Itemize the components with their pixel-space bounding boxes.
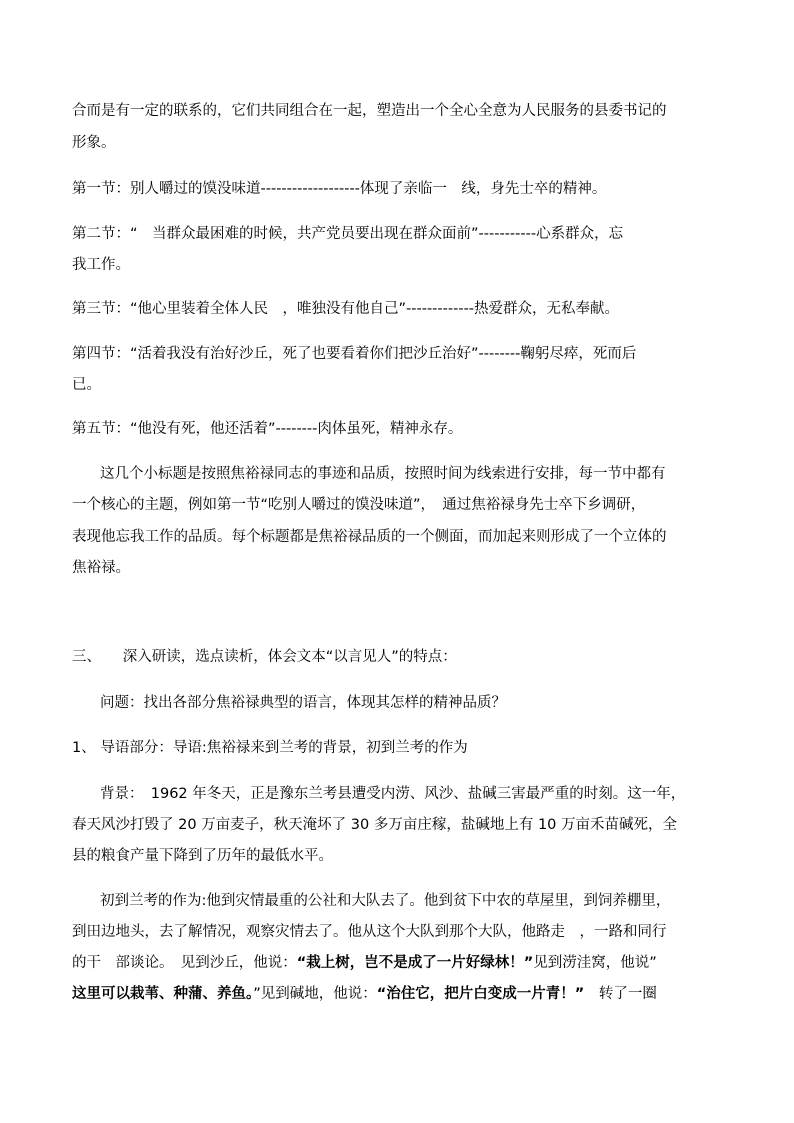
- background-paragraph-line: 春天风沙打毁了 20 万亩麦子，秋天淹坏了 30 多万亩庄稼，盐碱地上有 10 万亩禾苗碱死，全: [72, 817, 678, 833]
- paragraph-line: 形象。: [72, 135, 116, 151]
- summary-paragraph-line: 焦裕禄。: [72, 560, 130, 576]
- actions-paragraph-line: [72, 948, 724, 979]
- quote-bold-text: “栽上树，岂不是成了一片好绿林！”: [296, 955, 534, 971]
- actions-paragraph-line: [72, 979, 724, 1010]
- section-two-line-cont: 我工作。: [72, 257, 130, 273]
- plain-text: ”见到碱地，他说：: [253, 986, 377, 1002]
- section-two-line: 第二节：“ 当群众最困难的时候，共产党员要出现在群众面前”-----------心系群众，忘: [72, 226, 624, 242]
- section-heading-three: 三、 深入研读，选点读析，体会文本“以言见人”的特点：: [72, 649, 457, 665]
- subsection-heading: 1、 导语部分：导语:焦裕禄来到兰考的背景，初到兰考的作为: [72, 740, 468, 756]
- summary-paragraph-line: 表现他忘我工作的品质。每个标题都是焦裕禄品质的一个侧面，而加起来则形成了一个立体的: [72, 529, 667, 545]
- summary-paragraph-line: 一个核心的主题，例如第一节“吃别人嚼过的馍没味道”， 通过焦裕禄身先士卒下乡调研，: [72, 497, 646, 513]
- background-paragraph-line: 背景： 1962 年冬天，正是豫东兰考县遭受内涝、风沙、盐碱三害最严重的时刻。这一年，: [100, 786, 686, 802]
- summary-paragraph-line: 这几个小标题是按照焦裕禄同志的事迹和品质，按照时间为线索进行安排，每一节中都有: [100, 466, 666, 482]
- actions-paragraph-line: 到田边地头，去了解情况，观察灾情去了。他从这个大队到那个大队，他路走 ，一路和同行: [72, 924, 667, 940]
- section-three-line: 第三节：“他心里装着全体人民 ，唯独没有他自己”-------------热爱群众，无私奉献。: [72, 301, 620, 317]
- background-paragraph-line: 县的粮食产量下降到了历年的最低水平。: [72, 848, 333, 864]
- plain-text: 的干 部谈论。 见到沙丘，他说：: [72, 955, 297, 971]
- section-five-line: 第五节：“他没有死，他还活着”--------肉体虽死，精神永存。: [72, 421, 463, 437]
- quote-bold-text: “治住它，把片白变成一片青！”: [376, 986, 585, 1002]
- question-line: 问题：找出各部分焦裕禄典型的语言，体现其怎样的精神品质？: [100, 695, 506, 711]
- section-four-line-cont: 已。: [72, 377, 101, 393]
- plain-text: 见到涝洼窝，他说”: [533, 955, 657, 971]
- plain-text: 转了一圈: [584, 986, 657, 1002]
- section-one-line: 第一节：别人嚼过的馍没味道-------------------体现了亲临一 线，身先士卒的精神。: [72, 181, 607, 197]
- actions-paragraph-line: 初到兰考的作为:他到灾情最重的公社和大队去了。他到贫下中农的草屋里，到饲养棚里，: [100, 893, 671, 909]
- section-four-line: 第四节：“活着我没有治好沙丘，死了也要看着你们把沙丘治好”--------鞠躬尽瘁，死而后: [72, 346, 637, 362]
- quote-bold-text: 这里可以栽苇、种蒲、养鱼。: [72, 986, 254, 1002]
- paragraph-line: 合而是有一定的联系的，它们共同组合在一起，塑造出一个全心全意为人民服务的县委书记的: [72, 103, 667, 119]
